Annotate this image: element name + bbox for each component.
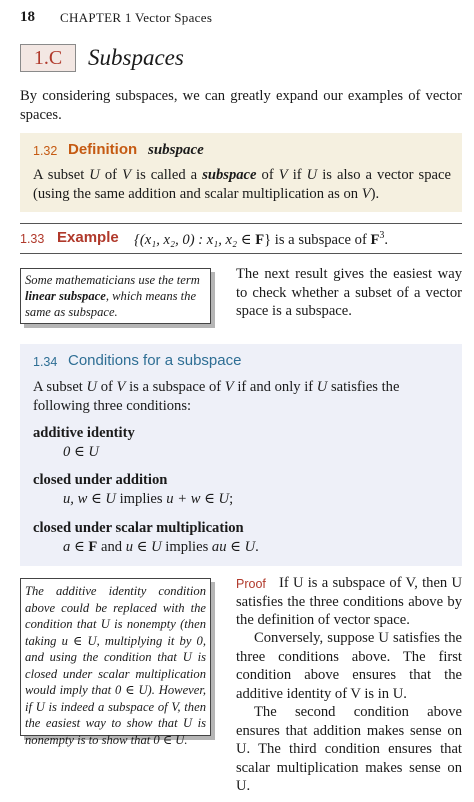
margin-note-linear-subspace: Some mathematicians use the term linear subspace, which means the same as subspace. — [20, 268, 211, 324]
defined-term: subspace — [202, 167, 257, 183]
condition-heading-additive-identity: additive identity — [33, 425, 135, 441]
conditions-label: Conditions for a subspace — [68, 352, 242, 369]
example-label: Example — [57, 229, 119, 246]
page-number: 18 — [20, 9, 35, 25]
section-title: Subspaces — [88, 45, 184, 70]
example-text: {(x₁, x₂, 0) : x₁, x₂ ∈ F} is a subspace of $F^3$. — [134, 230, 389, 248]
proof-paragraph-1: If U is a subspace of V, then U satisfies the three conditions above by the definition of vector space. — [236, 575, 462, 628]
margin-note-additive-identity: The additive identity condition above could be replaced with the condition that U is nonempty (then taking u ∈ U, multiplying it by 0, and using the condition that U is closed under scalar multiplication would imply that 0 ∈ U). However, if U is indeed a subspace of V, then the easiest way to show that U is nonempty is to show that 0 ∈ U. — [20, 578, 211, 736]
conditions-number: 1.34 — [33, 355, 58, 369]
example-bottom-rule — [20, 253, 462, 254]
condition-heading-closed-scalar: closed under scalar multiplication — [33, 520, 244, 536]
proof-paragraph-2: Conversely, suppose U satisfies the three conditions above. The first condition above ensures that the additive identity of V is in U. — [236, 630, 462, 702]
easiest-way-paragraph: The next result gives the easiest way to check whether a subset of a vector space is a subspace. — [236, 266, 462, 319]
definition-name: subspace — [148, 142, 204, 158]
example-number: 1.33 — [20, 232, 45, 246]
condition-formula-additive-identity: 0 ∈ U — [63, 444, 99, 460]
example-top-rule — [20, 223, 462, 224]
definition-number: 1.32 — [33, 144, 58, 158]
definition-label: Definition — [68, 141, 138, 158]
condition-formula-closed-addition: u, w ∈ U implies u + w ∈ U; — [63, 491, 234, 507]
proof-paragraph-3: The second condition above ensures that addition makes sense on U. The third condition ensures that scalar multiplication makes sense on U. — [236, 704, 462, 794]
conditions-intro: A subset U of V is a subspace of V if and only if U satisfies the following three conditions: — [33, 379, 400, 414]
section-number: 1.C — [33, 47, 63, 69]
condition-heading-closed-addition: closed under addition — [33, 472, 168, 488]
definition-text: A subset U of V is called a subspace of V if U is also a vector space (using the same addition and scalar multiplication as on V). — [33, 167, 451, 202]
proof-label: Proof — [236, 577, 266, 591]
condition-formula-closed-scalar: a ∈ F and u ∈ U implies au ∈ U. — [63, 539, 259, 555]
intro-paragraph: By considering subspaces, we can greatly expand our examples of vector spaces. — [20, 88, 462, 123]
chapter-running-head: CHAPTER 1 Vector Spaces — [60, 10, 213, 25]
